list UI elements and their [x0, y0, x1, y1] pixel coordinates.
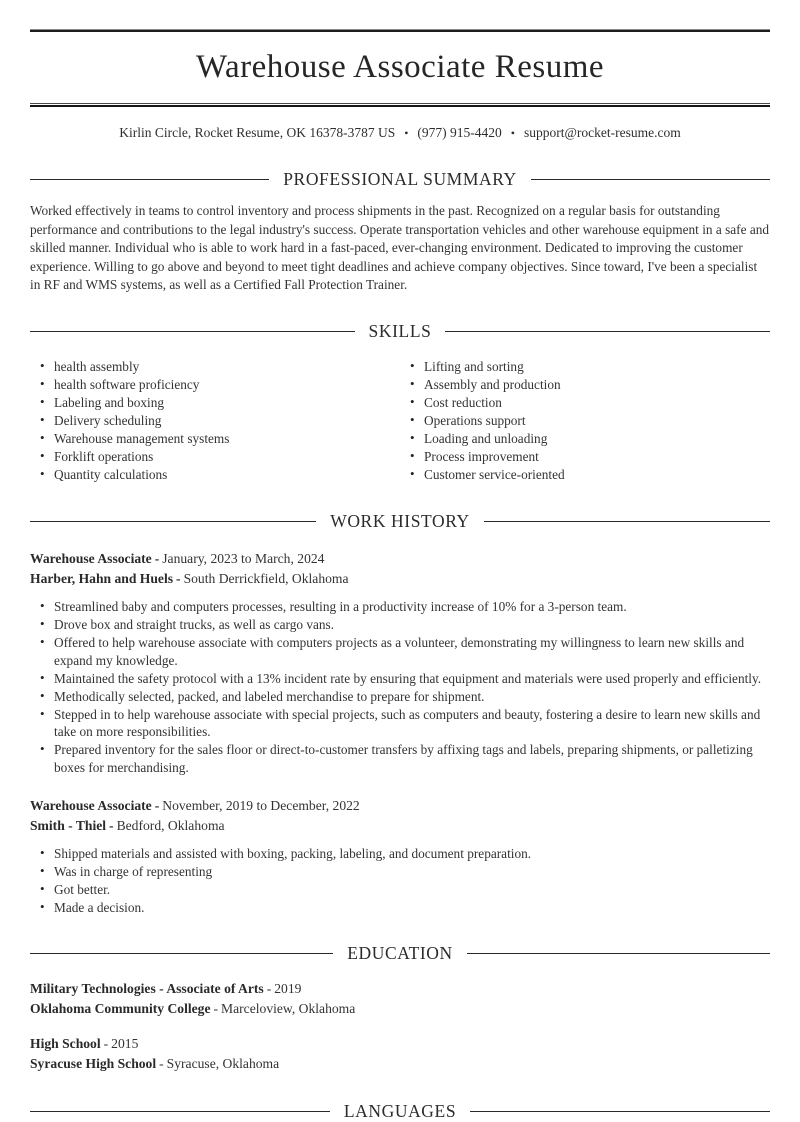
divider-line: [30, 521, 316, 522]
education-school-line: [30, 999, 770, 1019]
skill-item: • health assembly: [30, 358, 400, 376]
skills-list-right: [400, 358, 770, 484]
divider-line: [470, 1111, 770, 1112]
education-program-line: [30, 979, 770, 999]
skill-item: • Loading and unloading: [400, 430, 770, 448]
education-location: Marceloview, Oklahoma: [221, 1001, 356, 1017]
job-company-line: [30, 816, 770, 836]
job-bullet-list: [30, 598, 770, 777]
skill-item: • Forklift operations: [30, 448, 400, 466]
skill-item: • Cost reduction: [400, 394, 770, 412]
separator-dash: -: [266, 981, 272, 997]
job-location: Bedford, Oklahoma: [116, 817, 225, 833]
separator-dash: -: [154, 798, 160, 814]
contact-address: Kirlin Circle, Rocket Resume, OK 16378-3787 US: [119, 124, 396, 140]
contact-line: [30, 124, 770, 143]
job-bullet: • Drove box and straight trucks, as well as cargo vans.: [30, 616, 770, 634]
skill-item: • Assembly and production: [400, 376, 770, 394]
education-school: Oklahoma Community College: [30, 1001, 211, 1017]
education-program-line: [30, 1034, 770, 1054]
job-title: Warehouse Associate: [30, 798, 152, 814]
page-title: Warehouse Associate Resume: [195, 49, 605, 85]
section-header-work-history: [30, 511, 770, 532]
separator-dash: -: [103, 1035, 109, 1051]
education-school: Syracuse High School: [30, 1055, 157, 1071]
divider-line: [531, 179, 770, 180]
job-location: South Derrickfield, Oklahoma: [183, 571, 349, 587]
divider-line: [30, 331, 355, 332]
skill-item: • Quantity calculations: [30, 466, 400, 484]
separator-dash: -: [159, 1055, 164, 1071]
education-school-line: [30, 1054, 770, 1074]
divider-line: [445, 331, 770, 332]
title-divider: [30, 103, 770, 107]
section-title-summary: PROFESSIONAL SUMMARY: [283, 169, 517, 190]
divider-line: [467, 953, 770, 954]
skill-item: • Lifting and sorting: [400, 358, 770, 376]
section-header-languages: [30, 1101, 770, 1122]
separator-dash: -: [154, 551, 160, 567]
education-year: 2019: [274, 981, 302, 997]
job-company: Smith - Thiel: [30, 817, 107, 833]
skill-item: • Customer service-oriented: [400, 466, 770, 484]
job-bullet: • Maintained the safety protocol with a 13% incident rate by ensuring that equipment and materials were used properly and efficiently.: [30, 670, 770, 688]
separator-dash: -: [176, 571, 181, 587]
job-dates: November, 2019 to December, 2022: [162, 798, 360, 814]
skill-item: • health software proficiency: [30, 376, 400, 394]
section-title-skills: SKILLS: [368, 321, 432, 342]
top-divider: [30, 29, 770, 32]
job-entry: [30, 549, 770, 777]
section-title-education: EDUCATION: [347, 943, 453, 964]
resume-page: [0, 29, 800, 1122]
job-company-line: [30, 569, 770, 589]
job-title-line: [30, 549, 770, 569]
skill-item: • Operations support: [400, 412, 770, 430]
section-header-skills: [30, 321, 770, 342]
job-dates: January, 2023 to March, 2024: [162, 551, 325, 567]
section-title-work-history: WORK HISTORY: [330, 511, 470, 532]
job-title: Warehouse Associate: [30, 551, 152, 567]
skill-item: • Warehouse management systems: [30, 430, 400, 448]
skills-columns: [30, 358, 770, 484]
summary-text: Worked effectively in teams to control inventory and process shipments in the past. Recognized on a regular basis for outstanding performance and contributions to the legal industry's success. Operate transportation vehicles and other warehouse equipment in a safe and skilled manner. Individual who is able to work hard in a fast-paced, ever-changing environment. Dedicated to improving the customer experience. Willing to go above and beyond to meet tight deadlines and achieve company objectives. Since toward, I've been a specialist in RF and WMS systems, as well as a Certified Fall Protection Trainer.: [30, 203, 770, 293]
job-bullet: • Was in charge of representing: [30, 863, 770, 881]
job-bullet: • Prepared inventory for the sales floor or direct-to-customer transfers by affixing tags and labels, preparing shipments, or palletizing boxes for merchandising.: [30, 741, 770, 777]
contact-email: support@rocket-resume.com: [523, 124, 681, 140]
job-bullet: • Stepped in to help warehouse associate with special projects, such as computers and beauty, fostering a desire to learn new skills and take on more responsibilities.: [30, 706, 770, 742]
education-program: Military Technologies - Associate of Arts: [30, 981, 264, 997]
job-company: Harber, Hahn and Huels: [30, 571, 174, 587]
job-bullet: • Got better.: [30, 881, 770, 899]
job-bullet: • Made a decision.: [30, 899, 770, 917]
contact-separator: •: [510, 125, 515, 140]
job-bullet: • Methodically selected, packed, and labeled merchandise to prepare for shipment.: [30, 688, 770, 706]
section-header-summary: [30, 169, 770, 190]
contact-phone: (977) 915-4420: [417, 124, 502, 140]
job-bullet: • Streamlined baby and computers processes, resulting in a productivity increase of 10% for a 3-person team.: [30, 598, 770, 616]
education-entry: [30, 1034, 770, 1074]
divider-line: [30, 953, 333, 954]
job-entry: [30, 796, 770, 916]
separator-dash: -: [109, 817, 114, 833]
section-header-education: [30, 943, 770, 964]
job-title-line: [30, 796, 770, 816]
separator-dash: -: [213, 1001, 219, 1017]
skill-item: • Process improvement: [400, 448, 770, 466]
divider-line: [30, 179, 269, 180]
divider-line: [30, 1111, 330, 1112]
education-location: Syracuse, Oklahoma: [166, 1055, 280, 1071]
job-bullet: • Shipped materials and assisted with boxing, packing, labeling, and document preparation.: [30, 845, 770, 863]
education-entry: [30, 979, 770, 1019]
contact-separator: •: [404, 125, 409, 140]
education-year: 2015: [111, 1035, 139, 1051]
divider-line: [484, 521, 770, 522]
education-program: High School: [30, 1035, 101, 1051]
job-bullet: • Offered to help warehouse associate with computers projects as a volunteer, demonstrating my willingness to learn new skills and expand my knowledge.: [30, 634, 770, 670]
skills-list-left: [30, 358, 400, 484]
skill-item: • Labeling and boxing: [30, 394, 400, 412]
skill-item: • Delivery scheduling: [30, 412, 400, 430]
section-title-languages: LANGUAGES: [343, 1100, 457, 1121]
job-bullet-list: [30, 845, 770, 917]
